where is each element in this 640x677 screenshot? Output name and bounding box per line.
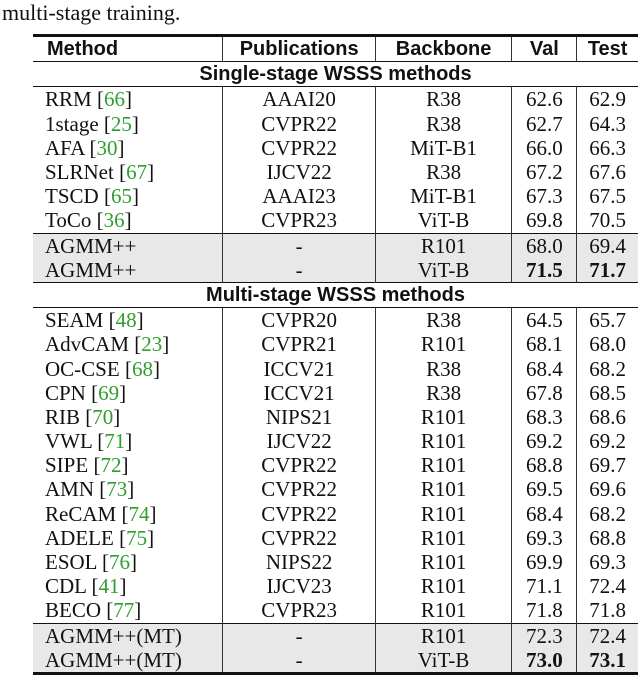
citation-link[interactable]: 73 <box>106 477 128 502</box>
method-name: CPN <box>45 380 86 405</box>
method-cell: AGMM++(MT) <box>33 648 223 674</box>
test-cell: 68.2 <box>577 356 638 380</box>
publication-cell: ICCV21 <box>223 381 375 405</box>
val-cell: 69.9 <box>512 550 577 574</box>
header-backbone: Backbone <box>375 36 512 62</box>
citation-link[interactable]: 71 <box>104 429 126 454</box>
section-title: Single-stage WSSS methods <box>33 62 638 87</box>
table-row <box>33 308 638 333</box>
test-cell: 71.8 <box>577 598 638 623</box>
citation-link[interactable]: 36 <box>103 208 125 233</box>
table-row <box>33 477 638 501</box>
table-row <box>33 502 638 526</box>
method-cell: CPN [69] <box>45 380 127 405</box>
method-cell: AGMM++ <box>33 258 223 283</box>
caption-text: multi-stage training. <box>2 0 181 25</box>
test-cell: 69.4 <box>577 233 638 258</box>
method-name: BECO <box>45 598 102 623</box>
citation-link[interactable]: 70 <box>92 404 114 429</box>
val-cell: 62.7 <box>512 112 577 136</box>
method-name: ADELE <box>45 525 114 550</box>
table-row <box>33 112 638 136</box>
results-table <box>33 34 638 675</box>
method-cell: SLRNet [67] <box>45 160 155 185</box>
test-cell: 72.4 <box>577 574 638 598</box>
test-cell: 67.5 <box>577 184 638 208</box>
table-row <box>33 208 638 233</box>
ours-row <box>33 623 638 648</box>
test-cell: 68.0 <box>577 332 638 356</box>
method-cell: ESOL [76] <box>45 550 137 575</box>
backbone-cell: R38 <box>375 87 512 112</box>
backbone-cell: R38 <box>375 356 512 380</box>
citation-link[interactable]: 25 <box>110 111 132 136</box>
publication-cell: ICCV21 <box>223 356 375 380</box>
table-row <box>33 332 638 356</box>
method-cell: ToCo [36] <box>45 208 132 233</box>
method-cell: ADELE [75] <box>45 525 155 550</box>
publication-cell: AAAI20 <box>223 87 375 112</box>
table-body <box>33 62 638 674</box>
val-cell: 66.0 <box>512 136 577 160</box>
publication-cell: CVPR22 <box>223 502 375 526</box>
method-cell: RIB [70] <box>45 404 121 429</box>
citation-link[interactable]: 72 <box>100 453 122 478</box>
publication-cell: CVPR21 <box>223 332 375 356</box>
table-row <box>33 429 638 453</box>
citation-link[interactable]: 65 <box>110 184 132 209</box>
citation-link[interactable]: 48 <box>115 308 137 333</box>
publication-cell: - <box>223 258 375 283</box>
citation-link[interactable]: 41 <box>98 574 120 599</box>
test-cell: 69.6 <box>577 477 638 501</box>
citation-link[interactable]: 66 <box>103 87 125 112</box>
table-row <box>33 381 638 405</box>
publication-cell: - <box>223 233 375 258</box>
backbone-cell: ViT-B <box>375 648 512 674</box>
publication-cell: CVPR22 <box>223 453 375 477</box>
val-cell: 69.3 <box>512 526 577 550</box>
method-cell: SIPE [72] <box>45 453 129 478</box>
method-name: CDL <box>45 574 87 599</box>
test-cell: 66.3 <box>577 136 638 160</box>
val-cell: 72.3 <box>512 623 577 648</box>
val-cell: 67.2 <box>512 160 577 184</box>
method-name: AMN <box>45 477 95 502</box>
citation-link[interactable]: 74 <box>128 501 150 526</box>
backbone-cell: R101 <box>375 502 512 526</box>
table-row <box>33 453 638 477</box>
header-publications: Publications <box>223 36 375 62</box>
citation-link[interactable]: 67 <box>126 160 148 185</box>
val-cell: 73.0 <box>512 648 577 674</box>
publication-cell: NIPS21 <box>223 405 375 429</box>
header-test: Test <box>577 36 638 62</box>
ours-row <box>33 648 638 674</box>
val-cell: 67.3 <box>512 184 577 208</box>
method-name: RRM <box>45 87 92 112</box>
publication-cell: NIPS22 <box>223 550 375 574</box>
test-cell: 68.2 <box>577 502 638 526</box>
test-cell: 69.7 <box>577 453 638 477</box>
method-name: RIB <box>45 404 81 429</box>
citation-link[interactable]: 76 <box>108 550 130 575</box>
method-cell: SEAM [48] <box>33 308 223 333</box>
publication-cell: - <box>223 648 375 674</box>
publication-cell: CVPR22 <box>223 136 375 160</box>
backbone-cell: R101 <box>375 233 512 258</box>
publication-cell: CVPR22 <box>223 526 375 550</box>
publication-cell: CVPR23 <box>223 208 375 233</box>
method-cell: AMN [73] <box>45 477 135 502</box>
ours-row <box>33 233 638 258</box>
val-cell: 68.4 <box>512 356 577 380</box>
citation-link[interactable]: 23 <box>141 332 163 357</box>
test-cell: 71.7 <box>577 258 638 283</box>
backbone-cell: R101 <box>375 526 512 550</box>
test-cell: 69.3 <box>577 550 638 574</box>
table-row <box>33 550 638 574</box>
table-row <box>33 160 638 184</box>
method-name: OC-CSE <box>45 356 120 381</box>
test-cell: 65.7 <box>577 308 638 333</box>
val-cell: 68.4 <box>512 502 577 526</box>
test-cell: 64.3 <box>577 112 638 136</box>
table-row <box>33 526 638 550</box>
method-name: 1stage <box>45 111 99 136</box>
publication-cell: IJCV22 <box>223 160 375 184</box>
citation-link[interactable]: 30 <box>96 135 118 160</box>
backbone-cell: R38 <box>375 381 512 405</box>
backbone-cell: MiT-B1 <box>375 136 512 160</box>
table-row <box>33 136 638 160</box>
test-cell: 67.6 <box>577 160 638 184</box>
citation-link[interactable]: 77 <box>113 598 135 623</box>
val-cell: 71.5 <box>512 258 577 283</box>
method-name: AdvCAM <box>45 332 130 357</box>
test-cell: 68.5 <box>577 381 638 405</box>
test-cell: 70.5 <box>577 208 638 233</box>
table-row <box>33 405 638 429</box>
method-cell: ReCAM [74] <box>45 501 157 526</box>
method-cell: VWL [71] <box>45 429 133 454</box>
test-cell: 72.4 <box>577 623 638 648</box>
val-cell: 69.5 <box>512 477 577 501</box>
publication-cell: IJCV22 <box>223 429 375 453</box>
val-cell: 68.8 <box>512 453 577 477</box>
val-cell: 64.5 <box>512 308 577 333</box>
method-name: ReCAM <box>45 501 117 526</box>
table-row <box>33 87 638 112</box>
val-cell: 69.2 <box>512 429 577 453</box>
citation-link[interactable]: 75 <box>126 525 148 550</box>
method-cell: CDL [41] <box>45 574 127 599</box>
method-name: SIPE <box>45 453 89 478</box>
method-cell: AdvCAM [23] <box>45 332 170 357</box>
publication-cell: CVPR23 <box>223 598 375 623</box>
backbone-cell: R101 <box>375 550 512 574</box>
publication-cell: CVPR22 <box>223 112 375 136</box>
header-method: Method <box>33 36 223 62</box>
method-name: SLRNet <box>45 160 114 185</box>
publication-cell: CVPR20 <box>223 308 375 333</box>
backbone-cell: R101 <box>375 453 512 477</box>
backbone-cell: R101 <box>375 429 512 453</box>
test-cell: 73.1 <box>577 648 638 674</box>
method-name: ToCo <box>45 208 92 233</box>
ours-row <box>33 258 638 283</box>
publication-cell: - <box>223 623 375 648</box>
method-cell: RRM [66] <box>33 87 223 112</box>
method-name: VWL <box>45 429 93 454</box>
method-name: TSCD <box>45 184 99 209</box>
citation-link[interactable]: 69 <box>98 380 120 405</box>
val-cell: 62.6 <box>512 87 577 112</box>
backbone-cell: R101 <box>375 574 512 598</box>
backbone-cell: R38 <box>375 160 512 184</box>
backbone-cell: R38 <box>375 308 512 333</box>
backbone-cell: R101 <box>375 598 512 623</box>
backbone-cell: MiT-B1 <box>375 184 512 208</box>
publication-cell: CVPR22 <box>223 477 375 501</box>
method-cell: TSCD [65] <box>45 184 139 209</box>
method-cell: AFA [30] <box>45 135 125 160</box>
backbone-cell: R101 <box>375 405 512 429</box>
val-cell: 68.0 <box>512 233 577 258</box>
test-cell: 68.6 <box>577 405 638 429</box>
backbone-cell: R101 <box>375 332 512 356</box>
val-cell: 67.8 <box>512 381 577 405</box>
val-cell: 68.1 <box>512 332 577 356</box>
table-row <box>33 184 638 208</box>
val-cell: 71.8 <box>512 598 577 623</box>
table-row <box>33 574 638 598</box>
test-cell: 62.9 <box>577 87 638 112</box>
table-row <box>33 356 638 380</box>
val-cell: 69.8 <box>512 208 577 233</box>
backbone-cell: ViT-B <box>375 258 512 283</box>
backbone-cell: ViT-B <box>375 208 512 233</box>
table-row <box>33 598 638 623</box>
backbone-cell: R101 <box>375 623 512 648</box>
backbone-cell: R101 <box>375 477 512 501</box>
header-val: Val <box>512 36 577 62</box>
method-cell: AGMM++ <box>33 233 223 258</box>
section-title: Multi-stage WSSS methods <box>33 282 638 307</box>
val-cell: 71.1 <box>512 574 577 598</box>
method-name: ESOL <box>45 550 97 575</box>
method-cell: OC-CSE [68] <box>45 356 160 381</box>
method-cell: AGMM++(MT) <box>33 623 223 648</box>
header-row <box>33 36 638 62</box>
publication-cell: AAAI23 <box>223 184 375 208</box>
test-cell: 69.2 <box>577 429 638 453</box>
test-cell: 68.8 <box>577 526 638 550</box>
section-header-row <box>33 62 638 87</box>
method-name: AFA <box>45 135 85 160</box>
method-cell: BECO [77] <box>45 598 142 623</box>
citation-link[interactable]: 68 <box>131 356 153 381</box>
publication-cell: IJCV23 <box>223 574 375 598</box>
val-cell: 68.3 <box>512 405 577 429</box>
method-cell: 1stage [25] <box>45 111 139 136</box>
section-header-row <box>33 282 638 307</box>
backbone-cell: R38 <box>375 112 512 136</box>
method-name: SEAM <box>45 308 104 333</box>
